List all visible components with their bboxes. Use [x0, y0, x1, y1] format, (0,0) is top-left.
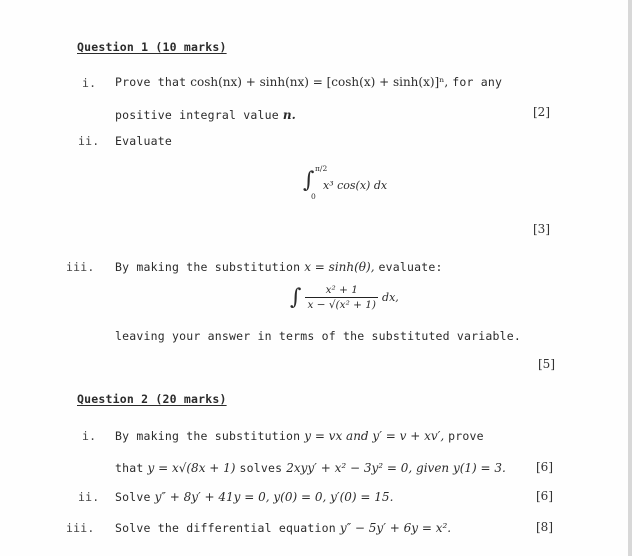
q2-part-i-line2-mid: solves	[239, 461, 283, 475]
q2-part-ii-marks: [6]	[536, 489, 553, 503]
q1-part-i-marks: [2]	[533, 105, 550, 119]
q1-part-iii-numerator: x² + 1	[305, 284, 378, 298]
q2-part-iii-marks: [8]	[536, 520, 553, 534]
q2-part-iii-line	[115, 519, 451, 537]
question-1-heading: Question 1 (10 marks)	[77, 40, 227, 54]
q1-part-i-line2	[115, 106, 296, 124]
q1-part-ii-lower-limit: 0	[311, 192, 316, 201]
q2-part-i-line2-lead: that	[115, 461, 144, 475]
q2-part-i-line2-eq: y = x√(8x + 1)	[147, 461, 236, 475]
q1-part-iii-line2: leaving your answer in terms of the substituted variable.	[115, 329, 522, 343]
q1-part-ii-integrand: x³ cos(x) dx	[323, 179, 388, 192]
q2-part-iii-lead: Solve the differential equation	[115, 521, 336, 535]
q1-part-iii-integral	[290, 284, 399, 311]
integral-sign: ∫	[290, 284, 302, 310]
q1-part-i-tail: for any	[452, 75, 503, 89]
q1-part-iii-dx: dx,	[382, 291, 399, 304]
q1-part-i-line2-text: positive integral value	[115, 108, 279, 122]
q1-part-i-lead: Prove that	[115, 75, 187, 89]
q2-part-i-marks: [6]	[536, 460, 553, 474]
q1-part-ii-text: Evaluate	[115, 134, 172, 148]
q2-part-ii-line	[115, 488, 393, 506]
q1-part-i-line1	[115, 73, 502, 91]
q2-part-ii-lead: Solve	[115, 490, 151, 504]
q1-part-i-equation: cosh(nx) + sinh(nx) = [cosh(x) + sinh(x)]ⁿ,	[190, 75, 449, 89]
q2-part-i-line1	[115, 427, 484, 445]
q1-part-iii-tail: evaluate:	[378, 260, 443, 274]
q1-part-iii-line1	[115, 258, 443, 276]
q2-part-i-lead: By making the substitution	[115, 429, 301, 443]
q1-part-iii-lead: By making the substitution	[115, 260, 301, 274]
integral-sign: ∫	[303, 168, 315, 193]
q1-part-ii-label: ii.	[78, 134, 100, 148]
q1-part-iii-denominator: x − √(x² + 1)	[307, 299, 377, 311]
q1-part-iii-marks: [5]	[538, 357, 555, 371]
q1-part-iii-label: iii.	[66, 260, 95, 274]
q2-part-i-line2	[115, 459, 506, 477]
q2-part-ii-label: ii.	[78, 490, 100, 504]
q1-part-i-label: i.	[82, 76, 97, 90]
q1-part-ii-upper-limit: π/2	[315, 164, 328, 173]
q2-part-ii-equation: y″ + 8y′ + 41y = 0, y(0) = 0, y′(0) = 15.	[154, 490, 394, 504]
q2-part-i-tail: prove	[448, 429, 484, 443]
q2-part-i-label: i.	[82, 429, 97, 443]
q2-part-iii-label: iii.	[66, 521, 95, 535]
q1-part-i-var: n.	[282, 108, 296, 122]
question-2-heading: Question 2 (20 marks)	[77, 392, 227, 406]
q2-part-iii-equation: y″ − 5y′ + 6y = x².	[339, 521, 452, 535]
q2-part-i-sub: y = vx and y′ = v + xv′,	[304, 429, 445, 443]
q1-part-iii-sub: x = sinh(θ),	[304, 260, 375, 274]
q1-part-ii-marks: [3]	[533, 222, 550, 236]
page-edge	[628, 0, 632, 556]
q1-part-iii-fraction	[305, 284, 378, 311]
q2-part-i-line2-eq2: 2xyy′ + x² − 3y² = 0, given y(1) = 3.	[286, 461, 506, 475]
